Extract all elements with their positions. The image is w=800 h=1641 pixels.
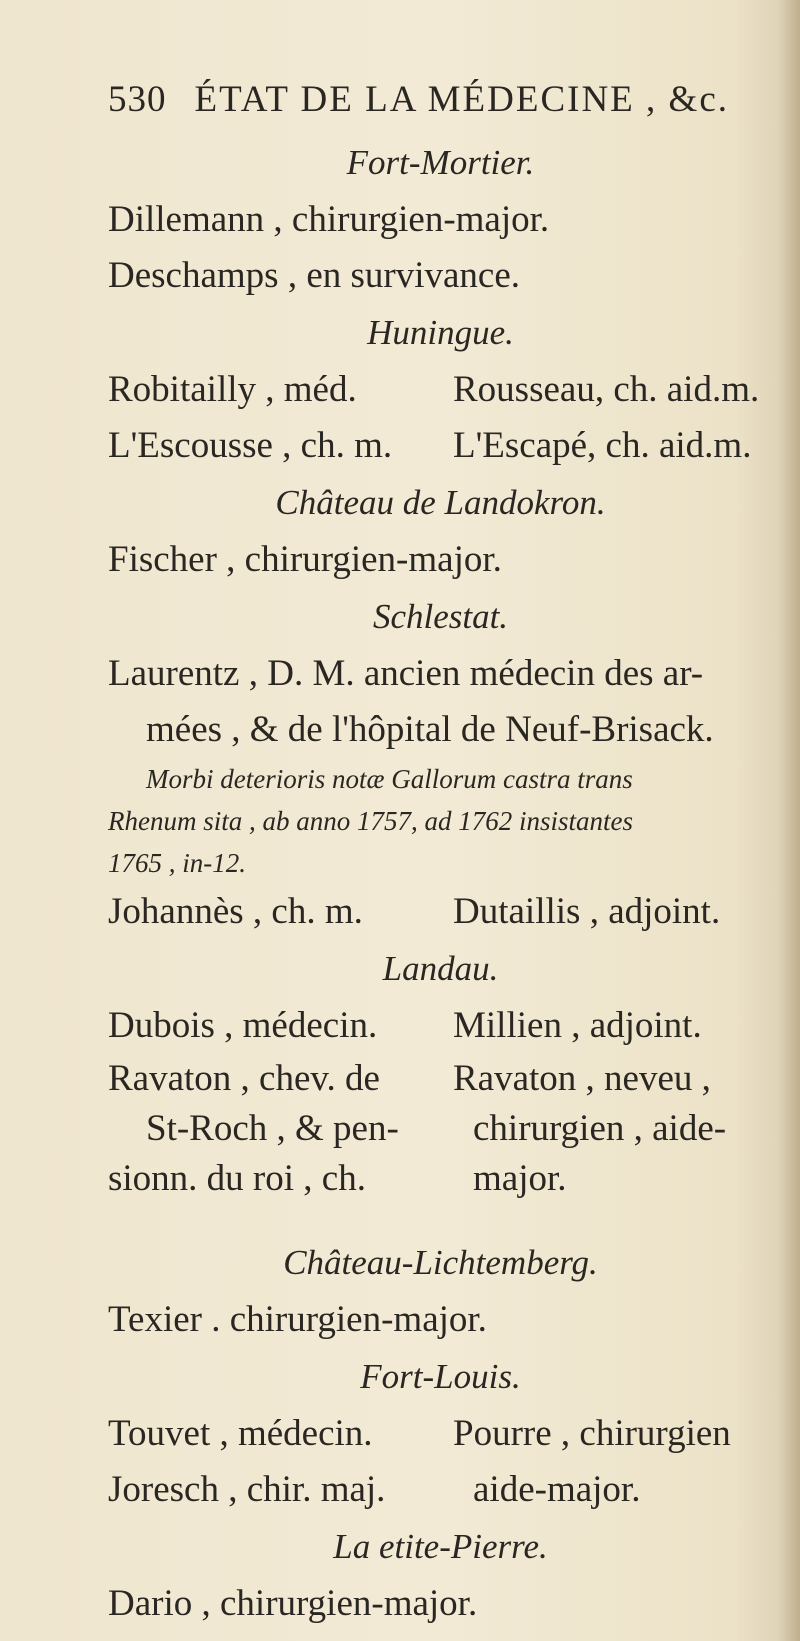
page-gutter-shadow	[778, 0, 800, 1641]
entry-left: Joresch , chir. maj.	[108, 1469, 386, 1510]
section-heading: Château-Lichtemberg.	[283, 1243, 598, 1282]
entry-row	[108, 1406, 773, 1462]
block-line: chirurgien , aide-	[473, 1108, 727, 1149]
entry-line: Dillemann , chirurgien-major.	[108, 199, 550, 240]
entry-right: Dutaillis , adjoint.	[453, 891, 721, 932]
page-number: 530	[108, 79, 167, 120]
section-heading: Fort-Mortier.	[346, 143, 535, 182]
entry-left: Dubois , médecin.	[108, 1005, 378, 1046]
block-line: Ravaton , neveu ,	[453, 1058, 711, 1099]
entry-row	[108, 1462, 773, 1518]
entry-row	[108, 884, 773, 940]
entry-right: aide-major.	[473, 1469, 641, 1510]
entry-left: Robitailly , méd.	[108, 369, 357, 410]
section-heading: La etite-Pierre.	[333, 1527, 548, 1566]
note-line: 1765 , in-12.	[108, 848, 246, 878]
block-line: St-Roch , & pen-	[146, 1108, 399, 1149]
bibliographic-note	[108, 758, 773, 884]
entry-block	[108, 1054, 773, 1204]
running-title: ÉTAT DE LA MÉDECINE , &c.	[194, 79, 729, 120]
entry-row	[108, 418, 773, 474]
spacer	[108, 1204, 773, 1234]
block-line: Ravaton , chev. de	[108, 1058, 380, 1099]
entry-line: Laurentz , D. M. ancien médecin des ar-	[108, 653, 704, 694]
note-line: Rhenum sita , ab anno 1757, ad 1762 insistantes	[108, 806, 633, 836]
entry-left-block	[108, 1054, 453, 1204]
entry-right: Rousseau, ch. aid.m.	[453, 369, 760, 410]
page-content	[108, 78, 773, 1632]
entry-line: Dario , chirurgien-major.	[108, 1583, 478, 1624]
entry-right: L'Escapé, ch. aid.m.	[453, 425, 752, 466]
entry-right-block	[453, 1054, 773, 1204]
entry-row	[108, 998, 773, 1054]
entry-left: Touvet , médecin.	[108, 1413, 373, 1454]
section-heading: Fort-Louis.	[360, 1357, 521, 1396]
entry-line: Fischer , chirurgien-major.	[108, 539, 502, 580]
entry-line: Texier . chirurgien-major.	[108, 1299, 487, 1340]
section-heading: Huningue.	[367, 313, 514, 352]
section-heading: Schlestat.	[372, 597, 509, 636]
entry-left: L'Escousse , ch. m.	[108, 425, 393, 466]
block-line: sionn. du roi , ch.	[108, 1158, 366, 1199]
entry-left: Johannès , ch. m.	[108, 891, 363, 932]
section-heading: Château de Landokron.	[275, 483, 606, 522]
entry-right: Pourre , chirurgien	[453, 1413, 731, 1454]
section-heading: Landau.	[382, 949, 499, 988]
note-line: Morbi deterioris notæ Gallorum castra trans	[146, 764, 633, 794]
block-line: major.	[473, 1158, 567, 1199]
entry-right: Millien , adjoint.	[453, 1005, 702, 1046]
entry-line: Deschamps , en survivance.	[108, 255, 521, 296]
entry-row	[108, 362, 773, 418]
running-header	[108, 78, 773, 134]
entry-line: mées , & de l'hôpital de Neuf-Brisack.	[146, 709, 714, 750]
